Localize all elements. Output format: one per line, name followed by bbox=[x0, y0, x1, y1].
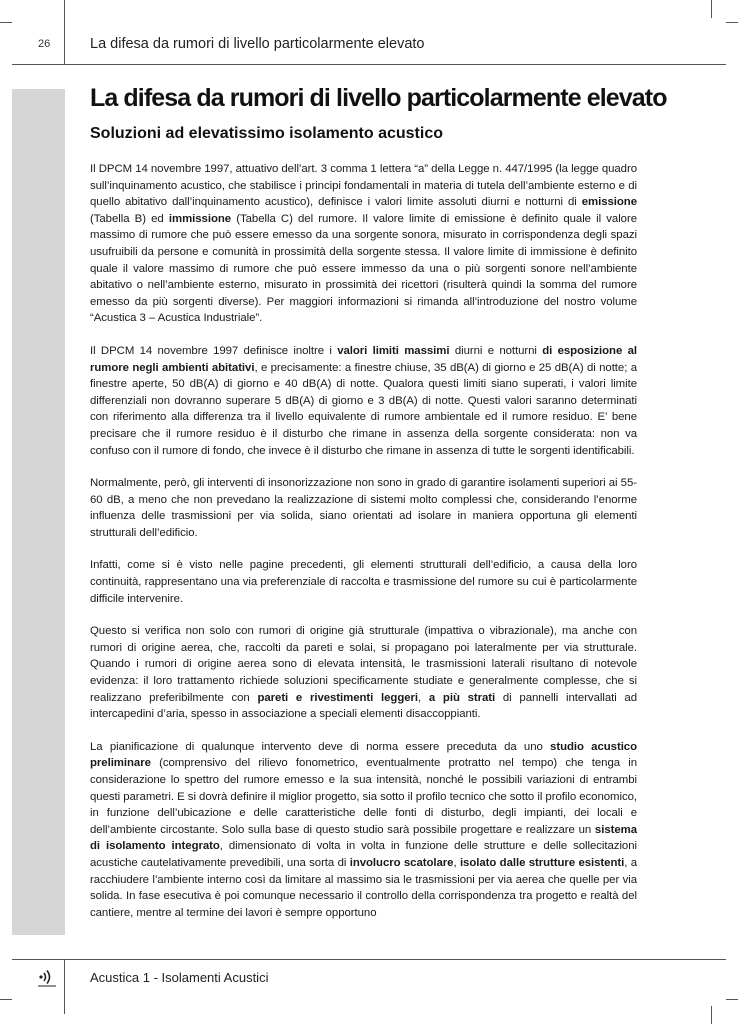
page-number: 26 bbox=[38, 38, 51, 50]
bold-text: involucro scatolare bbox=[349, 856, 454, 869]
bold-text: studio acustico preliminare bbox=[90, 740, 637, 770]
paragraph bbox=[90, 343, 637, 459]
crop-mark bbox=[711, 1006, 712, 1024]
text-run: (Tabella C) del rumore. Il valore limite di emissione è definito quale il valore massimo di rumore che può essere emesso da una sorgente sonora, misurato in corrispondenza degli spazi usufruibili da persone e comunità in prossimità della sorgente stessa. Il valore limite di immissione è definito quale il valore massimo di rumore che può essere immesso da una o più sorgenti sonore nell’ambiente abitativo o nell’ambiente esterno, misurato in prossimità dei ricettori (risulterà quindi la somma del rumore emesso da più sorgenti diverse). Per maggiori informazioni si rimanda all’introduzione del nostro volume “Acustica 3 – Acustica Industriale”. bbox=[90, 212, 637, 325]
bold-text: isolato dalle strutture esistenti bbox=[459, 856, 625, 869]
text-run: Il DPCM 14 novembre 1997 definisce inoltre i bbox=[90, 344, 338, 357]
sound-waves-icon bbox=[36, 966, 58, 988]
side-band bbox=[12, 89, 65, 935]
text-run: diurni e notturni bbox=[449, 344, 543, 357]
bold-text: immissione bbox=[168, 212, 232, 225]
crop-mark bbox=[0, 22, 12, 23]
paragraph bbox=[90, 557, 637, 607]
paragraph bbox=[90, 475, 637, 541]
text-run: Infatti, come si è visto nelle pagine precedenti, gli elementi strutturali dell’edificio, a causa della loro continuità, rappresentano una via preferenziale di raccolta e trasmissione del rumore su cui è particolarmente difficile intervenire. bbox=[90, 559, 637, 605]
bold-text: pareti e rivestimenti leggeri bbox=[257, 691, 419, 704]
text-run: Questo si verifica non solo con rumori di origine già strutturale (impattiva o vibrazionale), ma anche con rumori di origine aerea, che, raccolti da pareti e solai, si propagano poi lateralmente per via strutturale. Quando i rumori di origine aerea sono di elevata intensità, le trasmissioni laterali risultano di notevole evidenza: il loro trattamento richiede soluzioni specificamente studiate e generalmente complesse, che si realizzano preferibilmente con bbox=[90, 625, 637, 704]
footer-divider bbox=[64, 960, 65, 1014]
paragraph bbox=[90, 623, 637, 723]
running-title: La difesa da rumori di livello particolarmente elevato bbox=[90, 36, 425, 52]
crop-mark bbox=[711, 0, 712, 18]
page-title: La difesa da rumori di livello particolarmente elevato bbox=[90, 84, 667, 112]
bold-text: a più strati bbox=[428, 691, 496, 704]
page-subtitle: Soluzioni ad elevatissimo isolamento acustico bbox=[90, 125, 443, 142]
header-divider bbox=[64, 10, 65, 64]
paragraph bbox=[90, 161, 637, 327]
header-rule bbox=[12, 64, 726, 65]
text-run: , dimensionato di volta in volta in funzione delle strutture e delle sollecitazioni acustiche cautelativamente prevedibili, una sorta di bbox=[90, 840, 637, 869]
text-run: La pianificazione di qualunque intervento deve di norma essere preceduta da uno bbox=[90, 740, 551, 753]
bold-text: di esposizione al rumore negli ambienti abitativi bbox=[90, 344, 637, 374]
footer-text: Acustica 1 - Isolamenti Acustici bbox=[90, 970, 269, 985]
paragraph bbox=[90, 739, 637, 922]
crop-mark bbox=[0, 999, 12, 1000]
crop-mark bbox=[726, 22, 738, 23]
bold-text: sistema di isolamento integrato bbox=[90, 823, 637, 853]
bold-text: emissione bbox=[581, 196, 637, 209]
text-run: Normalmente, però, gli interventi di insonorizzazione non sono in grado di garantire isolamenti superiori ai 55-60 dB, a meno che non prevedano la realizzazione di sistemi molto complessi che, considerando l’enorme influenza delle trasmissioni per via solida, siano orientati ad isolare in maniera opportuna gli elementi strutturali dell’edificio. bbox=[90, 477, 637, 539]
text-run: Il DPCM 14 novembre 1997, attuativo dell’art. 3 comma 1 lettera “a” della Legge n. 447/1995 (la legge quadro sull’inquinamento acustico, che stabilisce i principi fondamentali in materia di tutela dell’ambiente esterno e di quello abitativo dall’inquinamento acustico), definisce i valori limite assoluti diurni e notturni di bbox=[90, 163, 637, 209]
text-run: , bbox=[453, 856, 460, 869]
text-run: di pannelli intervallati ad intercapedini d’aria, spesso in associazione a speciali elementi disaccoppianti. bbox=[90, 691, 638, 721]
body-text bbox=[90, 161, 637, 921]
text-run: , e precisamente: a finestre chiuse, 35 dB(A) di giorno e 25 dB(A) di notte; a finestre aperte, 50 dB(A) di giorno e 40 dB(A) di notte. Qualora questi limiti siano superati, i valori limite differenziali non dovranno superare 5 dB(A) di giorno e 3 dB(A) di notte. Questi valori saranno determinati con riferimento alla differenza tra il livello equivalente di rumore ambientale ed il rumore residuo. E’ bene precisare che il rumore residuo è il disturbo che rimane in assenza della sorgente considerata: non va confuso con il rumore di fondo, che invece è il disturbo che rimane in assenza di tutte le sorgenti identificabili. bbox=[90, 361, 637, 457]
crop-mark bbox=[726, 999, 738, 1000]
bold-text: valori limiti massimi bbox=[337, 344, 450, 357]
text-run: (Tabella B) ed bbox=[90, 212, 169, 225]
text-run: (comprensivo del rilievo fonometrico, eventualmente protratto nel tempo) che tenga in considerazione lo spettro del rumore emesso e la sua intensità, nonché le possibili variazioni di entrambi questi parametri. E si dovrà definire il miglior progetto, sia sotto il profilo tecnico che sotto il profilo economico, in funzione dell’ubicazione e delle caratteristiche delle fonti di disturbo, degli impianti, dei locali e dell’ambiente circostante. Solo sulla base di questo studio sarà possibile progettare e realizzare un bbox=[90, 757, 637, 836]
footer-rule bbox=[12, 959, 726, 960]
text-run: , a racchiudere l’ambiente interno così da limitare al massimo sia le trasmissioni per via aerea che quelle per via solida. In fase esecutiva è poi comunque necessario il controllo della corrispondenza tra progetto e realtà del cantiere, mentre al termine dei lavori è sempre opportuno bbox=[90, 856, 637, 919]
main-content bbox=[90, 84, 667, 937]
text-run: , bbox=[418, 691, 429, 704]
